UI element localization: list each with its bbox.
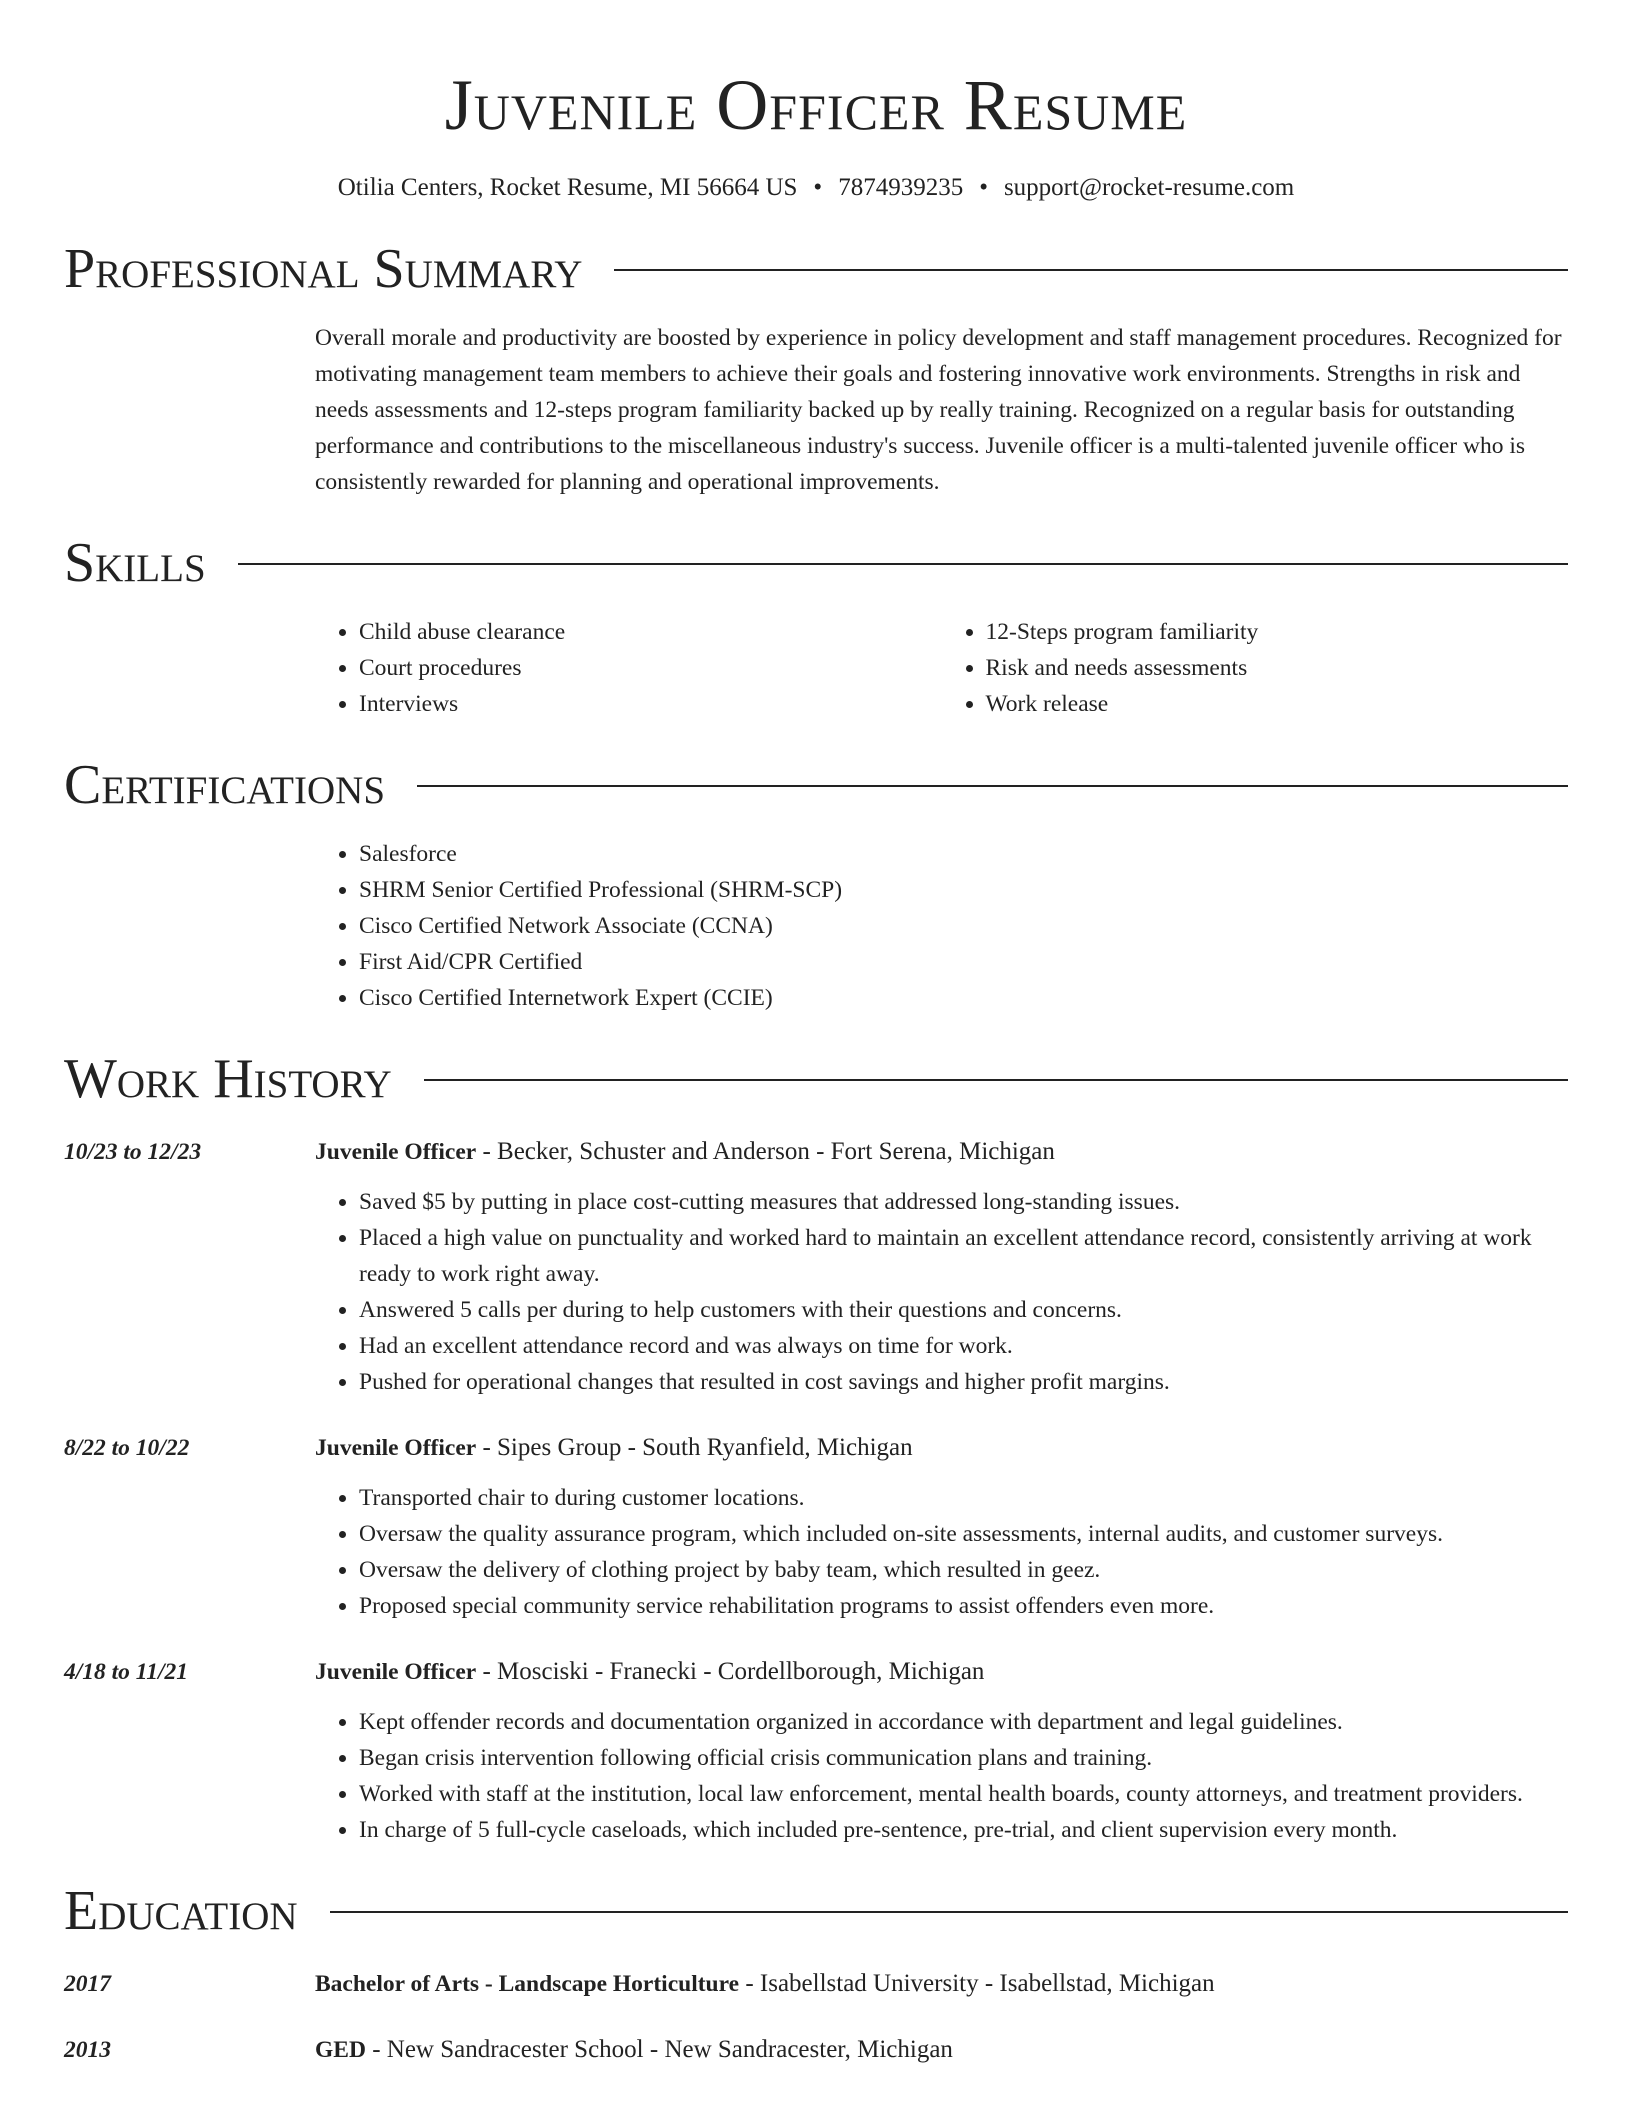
job-bullet: • Proposed special community service rehabilitation programs to assist offenders even more.: [359, 1588, 1568, 1624]
certification-item: • First Aid/CPR Certified: [359, 944, 1568, 980]
job-dates: 10/23 to 12/23: [64, 1139, 202, 1165]
certification-item: • SHRM Senior Certified Professional (SHRM-SCP): [359, 872, 1568, 908]
job-bullets: [315, 1184, 1568, 1400]
skills-heading: Skills: [64, 532, 206, 594]
job-title: Juvenile Officer: [315, 1659, 477, 1685]
certifications-heading: Certifications: [64, 754, 386, 816]
education-section-header: [64, 1876, 1568, 1946]
section-divider: [330, 1911, 1568, 1913]
job-bullet: • Began crisis intervention following official crisis communication plans and training.: [359, 1740, 1568, 1776]
job-dates: 8/22 to 10/22: [64, 1435, 190, 1461]
education-entry: [64, 1966, 1568, 2002]
education-year: 2013: [64, 2037, 111, 2063]
job-bullet: • Oversaw the delivery of clothing project by baby team, which resulted in geez.: [359, 1552, 1568, 1588]
summary-section-header: [64, 234, 1568, 304]
job-bullet: • In charge of 5 full-cycle caseloads, which included pre-sentence, pre-trial, and client supervision every month.: [359, 1812, 1568, 1848]
job-bullet: • Kept offender records and documentation organized in accordance with department and legal guidelines.: [359, 1704, 1568, 1740]
job-bullet: • Worked with staff at the institution, local law enforcement, mental health boards, county attorneys, and treatment providers.: [359, 1776, 1568, 1812]
certifications-section-header: [64, 750, 1568, 820]
job-dates: 4/18 to 11/21: [64, 1659, 189, 1685]
job-bullet: • Had an excellent attendance record and was always on time for work.: [359, 1328, 1568, 1364]
job-content: [315, 1654, 1568, 1848]
contact-email: support@rocket-resume.com: [1003, 174, 1295, 201]
separator-dot: •: [979, 174, 988, 201]
skill-item: • Interviews: [359, 686, 942, 722]
job-bullets: [315, 1704, 1568, 1848]
job-employer: - Mosciski - Franecki - Cordellborough, Michigan: [476, 1658, 985, 1685]
skills-list-left: [315, 614, 942, 722]
skill-item: • 12-Steps program familiarity: [986, 614, 1569, 650]
section-divider: [417, 785, 1568, 787]
job-entry: [64, 1654, 1568, 1848]
work-heading: Work History: [64, 1048, 392, 1110]
job-bullet: • Saved $5 by putting in place cost-cutting measures that addressed long-standing issues.: [359, 1184, 1568, 1220]
job-bullet: • Answered 5 calls per during to help customers with their questions and concerns.: [359, 1292, 1568, 1328]
section-divider: [614, 269, 1568, 271]
job-bullet: • Pushed for operational changes that resulted in cost savings and higher profit margins.: [359, 1364, 1568, 1400]
certifications-list: [315, 836, 1568, 1016]
job-bullet: • Oversaw the quality assurance program, which included on-site assessments, internal audits, and customer surveys.: [359, 1516, 1568, 1552]
separator-dot: •: [813, 174, 823, 201]
education-content: [315, 1966, 1215, 2002]
skills-columns: [315, 614, 1568, 722]
skill-item: • Court procedures: [359, 650, 942, 686]
job-content: [315, 1134, 1568, 1400]
job-bullet: • Placed a high value on punctuality and worked hard to maintain an excellent attendance record, consistently arriving at work ready to work right away.: [359, 1220, 1568, 1292]
job-content: [315, 1430, 1568, 1624]
contact-line: [64, 170, 1568, 206]
job-entry: [64, 1134, 1568, 1400]
education-degree: GED: [315, 2037, 366, 2063]
work-section-header: [64, 1044, 1568, 1114]
education-entry: [64, 2032, 1568, 2068]
job-title: Juvenile Officer: [315, 1139, 477, 1165]
skill-item: • Child abuse clearance: [359, 614, 942, 650]
job-entry: [64, 1430, 1568, 1624]
job-bullet: • Transported chair to during customer locations.: [359, 1480, 1568, 1516]
section-divider: [238, 563, 1568, 565]
summary-text: Overall morale and productivity are boosted by experience in policy development and staff management procedures. Recognized for motivating management team members to achieve their goals and fostering innovative work environments. Strengths in risk and needs assessments and 12-steps program familiarity backed up by really training. Recognized on a regular basis for outstanding performance and contributions to the miscellaneous industry's success. Juvenile officer is a multi-talented juvenile officer who is consistently rewarded for planning and operational improvements.: [315, 325, 1562, 495]
job-title-line: [315, 1654, 1568, 1690]
job-bullets: [315, 1480, 1568, 1624]
job-employer: - Sipes Group - South Ryanfield, Michigan: [476, 1434, 913, 1461]
contact-address: Otilia Centers, Rocket Resume, MI 56664 US: [337, 174, 798, 201]
education-year: 2017: [64, 1971, 111, 1997]
education-degree: Bachelor of Arts - Landscape Horticulture: [315, 1971, 740, 1997]
education-school: - New Sandracester School - New Sandracester, Michigan: [365, 2036, 953, 2063]
certification-item: • Cisco Certified Network Associate (CCNA): [359, 908, 1568, 944]
certifications-block: [315, 836, 1568, 1016]
summary-heading: Professional Summary: [64, 238, 583, 300]
resume-title: Juvenile Officer Resume: [444, 65, 1188, 145]
education-content: [315, 2032, 953, 2068]
education-school: - Isabellstad University - Isabellstad, Michigan: [739, 1970, 1215, 1997]
skill-item: • Work release: [986, 686, 1569, 722]
skills-section-header: [64, 528, 1568, 598]
job-title-line: [315, 1134, 1568, 1170]
job-employer: - Becker, Schuster and Anderson - Fort Serena, Michigan: [476, 1138, 1055, 1165]
certification-item: • Cisco Certified Internetwork Expert (CCIE): [359, 980, 1568, 1016]
contact-phone: 7874939235: [838, 174, 964, 201]
education-heading: Education: [64, 1880, 298, 1942]
skills-list-right: [942, 614, 1569, 722]
job-title: Juvenile Officer: [315, 1435, 477, 1461]
certification-item: • Salesforce: [359, 836, 1568, 872]
job-title-line: [315, 1430, 1568, 1466]
skill-item: • Risk and needs assessments: [986, 650, 1569, 686]
section-divider: [424, 1079, 1568, 1081]
